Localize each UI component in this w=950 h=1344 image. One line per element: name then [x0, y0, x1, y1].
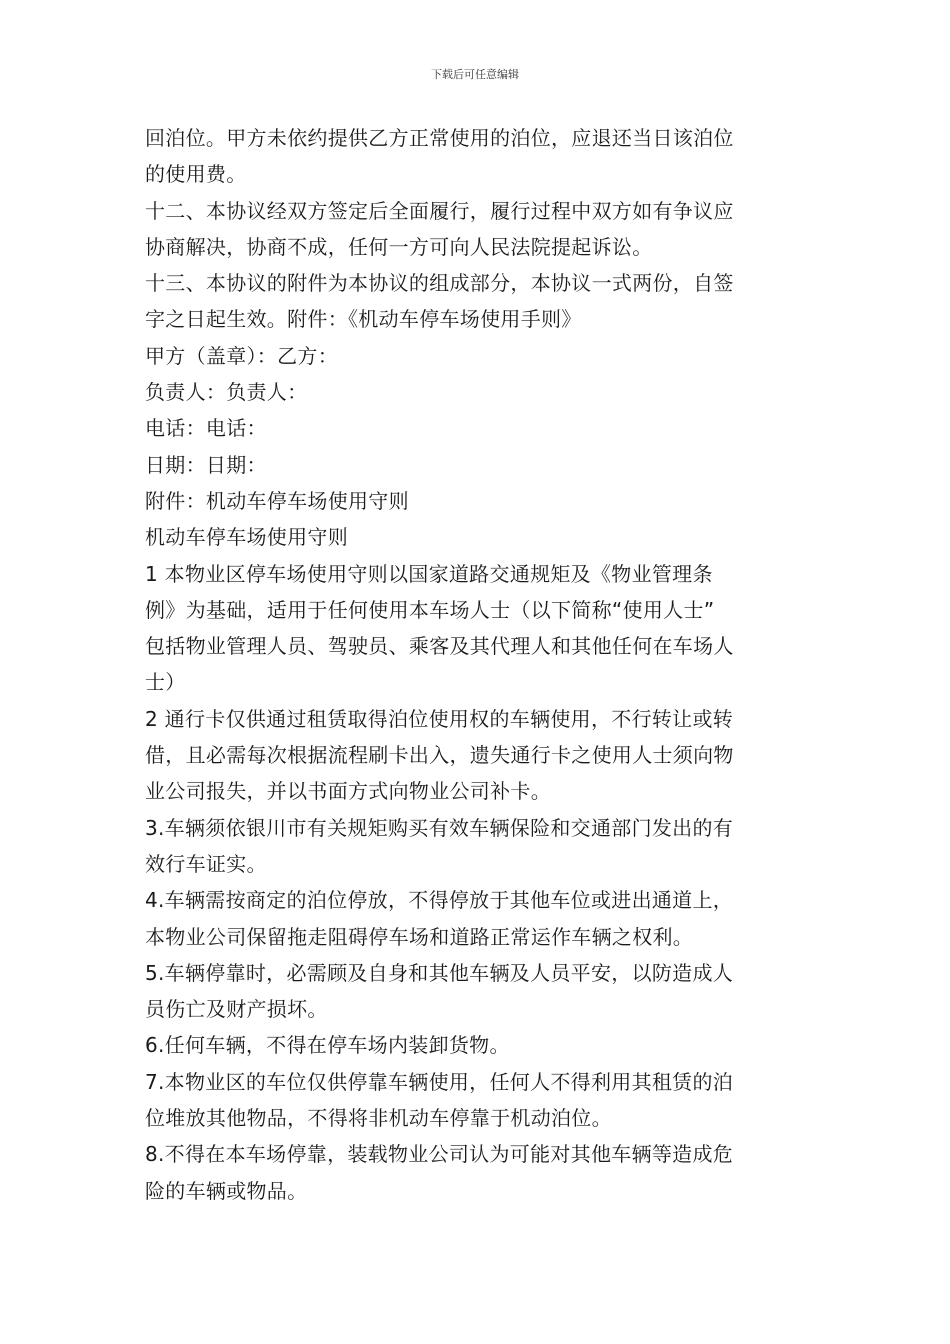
text-line: 负责人：负责人：: [145, 380, 308, 405]
text-line: 例》为基础，适用于任何使用本车场人士（以下简称“使用人士”: [145, 597, 715, 622]
text-line: 字之日起生效。附件：《机动车停车场使用手则》: [145, 307, 582, 332]
document-body: [145, 120, 810, 1209]
text-line: 甲方（盖章）：乙方：: [145, 343, 338, 368]
text-line: 机动车停车场使用守则: [145, 525, 348, 550]
page-header: 下载后可任意编辑: [431, 68, 519, 81]
text-line: 日期：日期：: [145, 452, 267, 477]
text-line: 业公司报失，并以书面方式向物业公司补卡。: [145, 779, 551, 804]
text-line: 回泊位。甲方未依约提供乙方正常使用的泊位，应退还当日该泊位: [145, 126, 734, 150]
text-line: 位堆放其他物品，不得将非机动车停靠于机动泊位。: [145, 1106, 612, 1131]
text-line: 附件：机动车停车场使用守则: [145, 488, 409, 513]
text-line: 2 通行卡仅供通过租赁取得泊位使用权的车辆使用，不行转让或转: [145, 706, 734, 731]
text-line: 8.不得在本车场停靠，装载物业公司认为可能对其他车辆等造成危: [145, 1142, 734, 1167]
text-line: 员伤亡及财产损坏。: [145, 997, 328, 1022]
text-line: 7.本物业区的车位仅供停靠车辆使用，任何人不得利用其租赁的泊: [145, 1069, 734, 1094]
text-line: 士）: [145, 670, 186, 695]
text-line: 3.车辆须依银川市有关规矩购买有效车辆保险和交通部门发出的有: [145, 815, 734, 840]
text-line: 的使用费。: [145, 162, 247, 187]
text-line: 5.车辆停靠时，必需顾及自身和其他车辆及人员平安，以防造成人: [145, 960, 734, 985]
text-line: 4.车辆需按商定的泊位停放，不得停放于其他车位或进出通道上，: [145, 888, 734, 913]
text-line: 效行车证实。: [145, 851, 267, 876]
text-line: 协商解决，协商不成，任何一方可向人民法院提起诉讼。: [145, 234, 653, 259]
text-line: 险的车辆或物品。: [145, 1178, 308, 1203]
text-line: 十三、本协议的附件为本协议的组成部分，本协议一式两份，自签: [145, 271, 734, 296]
text-line: 6.任何车辆，不得在停车场内装卸货物。: [145, 1033, 510, 1058]
text-line: 借，且必需每次根据流程刷卡出入，遗失通行卡之使用人士须向物: [145, 743, 734, 768]
text-line: 1 本物业区停车场使用守则以国家道路交通规矩及《物业管理条: [145, 561, 713, 586]
text-line: 电话：电话：: [145, 416, 267, 441]
text-line: 本物业公司保留拖走阻碍停车场和道路正常运作车辆之权利。: [145, 924, 694, 949]
text-line: 十二、本协议经双方签定后全面履行，履行过程中双方如有争议应: [145, 198, 734, 223]
text-line: 包括物业管理人员、驾驶员、乘客及其代理人和其他任何在车场人: [145, 634, 734, 659]
